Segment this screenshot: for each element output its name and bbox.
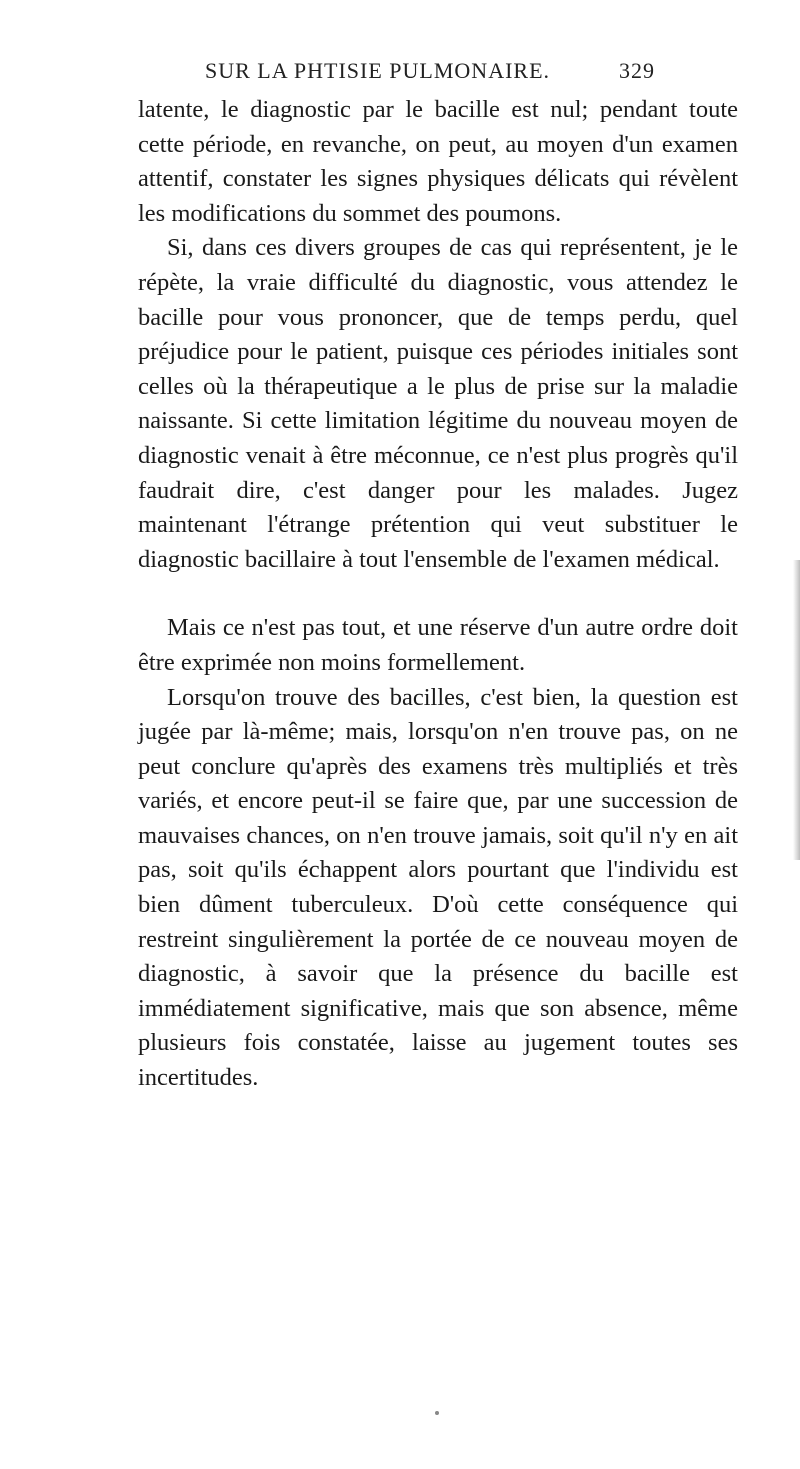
running-title: SUR LA PHTISIE PULMONAIRE.: [205, 58, 551, 83]
paragraph-continuation: latente, le diagnostic par le bacille est nul; pendant toute cette période, en revanche, on peut, au moyen d'un examen attentif, constater les signes physiques délicats qui révèlent les modifications du sommet des poumons.: [138, 96, 738, 227]
paragraph-bacilli-search: Lorsqu'on trouve des bacilles, c'est bien, la question est jugée par là-même; mais, lorsqu'on n'en trouve pas, on ne peut conclure qu'après des examens très multipliés et très variés, et encore peut-il se faire que, par une succession de mauvaises chances, on n'en trouve jamais, soit qu'il n'y en ait pas, soit qu'ils échappent alors pourtant que l'individu est bien dûment tuberculeux. D'où cette conséquence qui restreint singulièrement la portée de ce nouveau moyen de diagnostic, à savoir que la présence du bacille est immédiatement significative, mais que son absence, même plusieurs fois constatée, laisse au jugement toutes ses incertitudes.: [138, 683, 738, 1092]
paragraph-diagnostic-difficulty: Si, dans ces divers groupes de cas qui représentent, je le répète, la vraie difficulté du diagnostic, vous attendez le bacille pour vous prononcer, que de temps perdu, quel préjudice pour le patient, puisque ces périodes initiales sont celles où la thérapeutique a le plus de prise sur la maladie naissante. Si cette limitation légitime du nouveau moyen de diagnostic venait à être méconnue, ce n'est plus progrès qu'il faudrait dire, c'est danger pour les malades. Jugez maintenant l'étrange prétention qui veut substituer le diagnostic bacillaire à tout l'ensemble de l'examen médical.: [138, 234, 738, 573]
paragraph-reserve: Mais ce n'est pas tout, et une réserve d'un autre ordre doit être exprimée non moins formellement.: [138, 614, 738, 676]
body-text: [138, 93, 738, 1096]
page-edge-shadow: [793, 560, 800, 860]
ink-speck: [435, 1411, 439, 1415]
page-number: 329: [619, 58, 655, 83]
running-header: [205, 58, 655, 88]
